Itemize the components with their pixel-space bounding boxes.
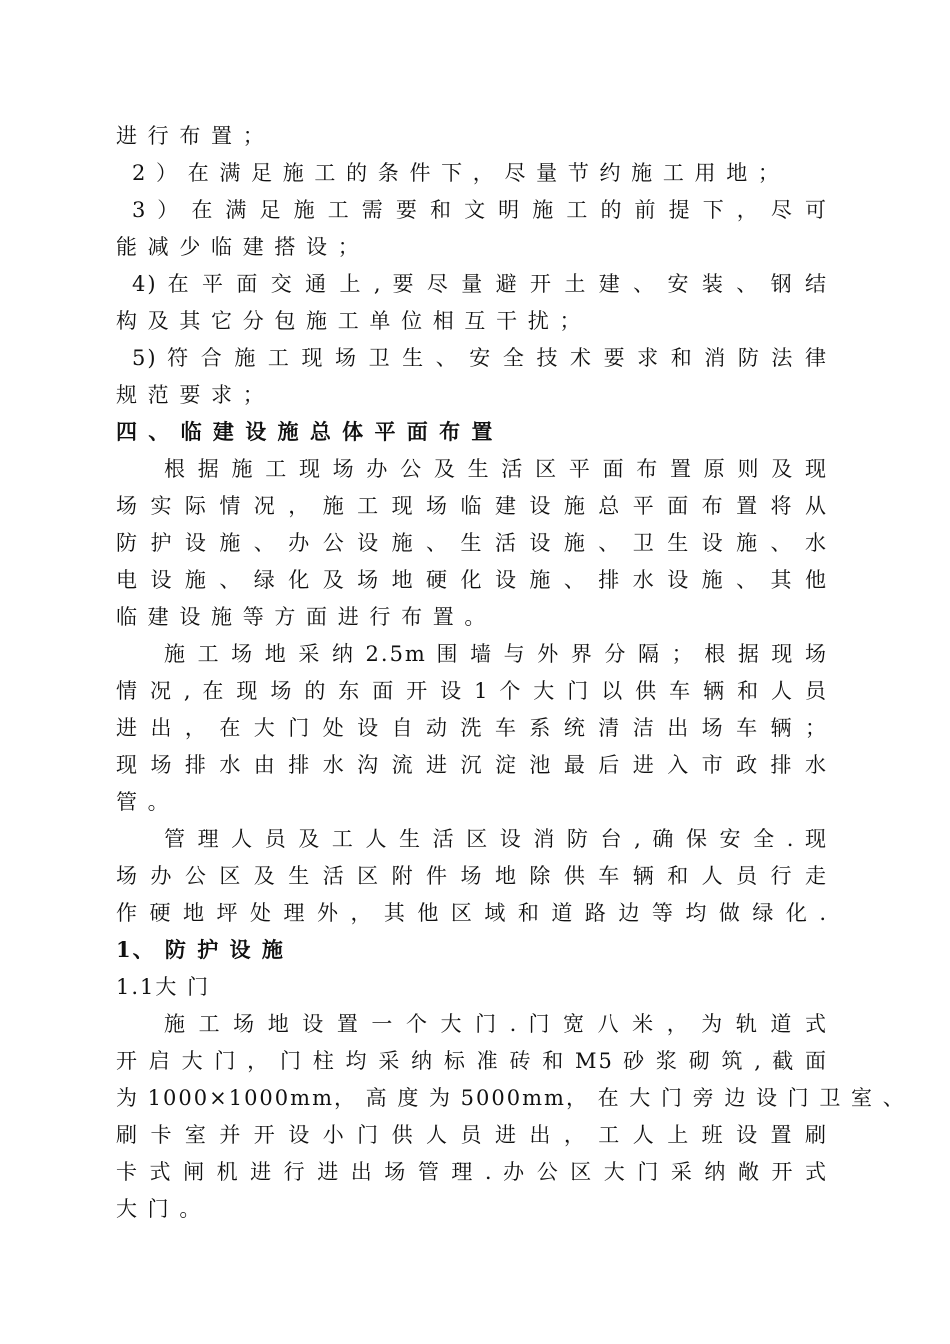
paragraph-line: 管 。: [116, 790, 171, 814]
paragraph-line: 临 建 设 施 等 方 面 进 行 布 置 。: [116, 605, 488, 629]
paragraph-line: 施 工 场 地 设 置 一 个 大 门 . 门 宽 八 米 ， 为 轨 道 式: [164, 1012, 828, 1036]
paragraph-line: 开 启 大 门 ， 门 柱 均 采 纳 标 准 砖 和 M5 砂 浆 砌 筑 , 截 面: [116, 1049, 828, 1073]
paragraph-line: 电 设 施 、 绿 化 及 场 地 硬 化 设 施 、 排 水 设 施 、 其 他: [116, 568, 828, 592]
paragraph-line: 管 理 人 员 及 工 人 生 活 区 设 消 防 台 , 确 保 安 全 . 现: [164, 827, 828, 851]
subsection-heading-1-1: 1.1大 门: [116, 975, 211, 999]
paragraph-line: 刷 卡 室 并 开 设 小 门 供 人 员 进 出 ， 工 人 上 班 设 置 刷: [116, 1123, 828, 1147]
list-item-4: 4) 在 平 面 交 通 上 , 要 尽 量 避 开 土 建 、 安 装 、 钢 结: [132, 272, 828, 296]
text-line: 进 行 布 置 ；: [116, 124, 266, 148]
text-line: 规 范 要 求 ；: [116, 383, 266, 407]
text-line: 构 及 其 它 分 包 施 工 单 位 相 互 干 扰 ；: [116, 309, 583, 333]
paragraph-line: 防 护 设 施 、 办 公 设 施 、 生 活 设 施 、 卫 生 设 施 、 水: [116, 531, 828, 555]
paragraph-line: 为 1000×1000mm， 高 度 为 5000mm， 在 大 门 旁 边 设 门 卫 室 、: [116, 1086, 906, 1110]
paragraph-line: 场 实 际 情 况 ， 施 工 现 场 临 建 设 施 总 平 面 布 置 将 从: [116, 494, 828, 518]
paragraph-line: 卡 式 闸 机 进 行 进 出 场 管 理 . 办 公 区 大 门 采 纳 敞 开 式: [116, 1160, 828, 1184]
paragraph-line: 大 门 。: [116, 1197, 203, 1221]
text-line: 能 减 少 临 建 搭 设 ；: [116, 235, 361, 259]
paragraph-line: 场 办 公 区 及 生 活 区 附 件 场 地 除 供 车 辆 和 人 员 行 走: [116, 864, 828, 888]
list-item-2: 2 ） 在 满 足 施 工 的 条 件 下 ， 尽 量 节 约 施 工 用 地 ；: [132, 161, 781, 185]
paragraph-line: 情 况 , 在 现 场 的 东 面 开 设 1 个 大 门 以 供 车 辆 和 人 员: [116, 679, 828, 703]
paragraph-line: 作 硬 地 坪 处 理 外 ， 其 他 区 域 和 道 路 边 等 均 做 绿 化 .: [116, 901, 828, 925]
paragraph-line: 施 工 场 地 采 纳 2.5m 围 墙 与 外 界 分 隔 ； 根 据 现 场: [164, 642, 828, 666]
paragraph-line: 进 出 ， 在 大 门 处 设 自 动 洗 车 系 统 清 洁 出 场 车 辆 ；: [116, 716, 828, 740]
section-heading-4: 四 、 临 建 设 施 总 体 平 面 布 置: [116, 419, 495, 444]
paragraph-line: 根 据 施 工 现 场 办 公 及 生 活 区 平 面 布 置 原 则 及 现: [164, 457, 828, 481]
paragraph-line: 现 场 排 水 由 排 水 沟 流 进 沉 淀 池 最 后 进 入 市 政 排 水: [116, 753, 828, 777]
list-item-3: 3 ） 在 满 足 施 工 需 要 和 文 明 施 工 的 前 提 下 ， 尽 可: [132, 198, 828, 222]
section-heading-1: 1、 防 护 设 施: [116, 937, 285, 962]
list-item-5: 5) 符 合 施 工 现 场 卫 生 、 安 全 技 术 要 求 和 消 防 法 律: [132, 346, 828, 370]
